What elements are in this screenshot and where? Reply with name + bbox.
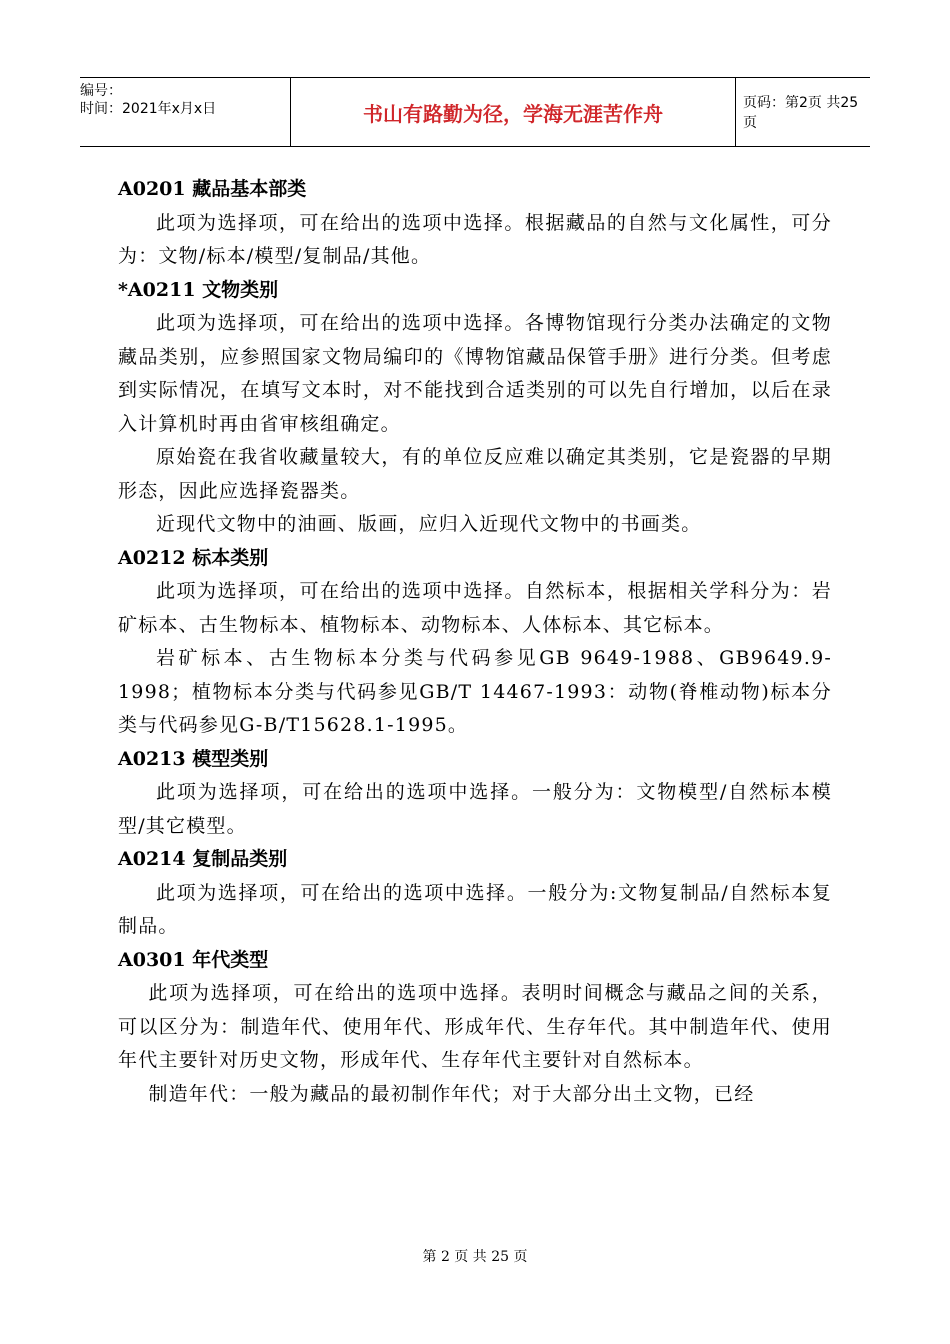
section-heading: A0212 标本类别 bbox=[118, 546, 269, 569]
header-number: 编号： bbox=[80, 83, 122, 99]
paragraph: 岩矿标本、古生物标本分类与代码参见GB 9649-1988、GB9649.9-1998；植物标本分类与代码参见GB/T 14467-1993：动物(脊椎动物)标本分类与代码参见G-B/T15628.1-1995。 bbox=[118, 647, 832, 736]
header-time: 时间：2021年x月x日 bbox=[80, 101, 217, 117]
paragraph: 此项为选择项，可在给出的选项中选择。自然标本，根据相关学科分为：岩矿标本、古生物标本、植物标本、动物标本、人体标本、其它标本。 bbox=[118, 580, 832, 636]
document-body bbox=[118, 173, 832, 1111]
paragraph: 此项为选择项，可在给出的选项中选择。一般分为：文物模型/自然标本模型/其它模型。 bbox=[118, 781, 832, 837]
paragraph: 此项为选择项，可在给出的选项中选择。根据藏品的自然与文化属性，可分为：文物/标本/模型/复制品/其他。 bbox=[118, 211, 832, 267]
section-heading: *A0211 文物类别 bbox=[118, 278, 279, 301]
paragraph: 此项为选择项，可在给出的选项中选择。各博物馆现行分类办法确定的文物藏品类别，应参照国家文物局编印的《博物馆藏品保管手册》进行分类。但考虑到实际情况，在填写文本时，对不能找到合适类别的可以先自行增加，以后在录入计算机时再由省审核组确定。 bbox=[118, 312, 832, 435]
page-footer: 第 2 页 共 25 页 bbox=[422, 1249, 528, 1265]
section-heading: A0301 年代类型 bbox=[118, 948, 269, 971]
header-motto: 书山有路勤为径，学海无涯苦作舟 bbox=[290, 78, 736, 146]
paragraph: 此项为选择项，可在给出的选项中选择。表明时间概念与藏品之间的关系，可以区分为：制造年代、使用年代、形成年代、生存年代。其中制造年代、使用年代主要针对历史文物，形成年代、生存年代主要针对自然标本。 bbox=[118, 982, 832, 1071]
paragraph: 原始瓷在我省收藏量较大，有的单位反应难以确定其类别，它是瓷器的早期形态，因此应选择瓷器类。 bbox=[118, 446, 832, 502]
page-header bbox=[80, 77, 870, 147]
header-page: 页码：第2页 共25页 bbox=[743, 95, 859, 131]
header-meta bbox=[80, 78, 290, 146]
paragraph: 近现代文物中的油画、版画，应归入近现代文物中的书画类。 bbox=[156, 513, 702, 535]
section-heading: A0214 复制品类别 bbox=[118, 848, 288, 870]
section-heading: A0213 模型类别 bbox=[118, 747, 269, 770]
paragraph: 此项为选择项，可在给出的选项中选择。一般分为:文物复制品/自然标本复制品。 bbox=[118, 881, 832, 937]
paragraph: 制造年代：一般为藏品的最初制作年代；对于大部分出土文物，已经 bbox=[148, 1082, 755, 1105]
section-heading: A0201 藏品基本部类 bbox=[118, 178, 307, 200]
